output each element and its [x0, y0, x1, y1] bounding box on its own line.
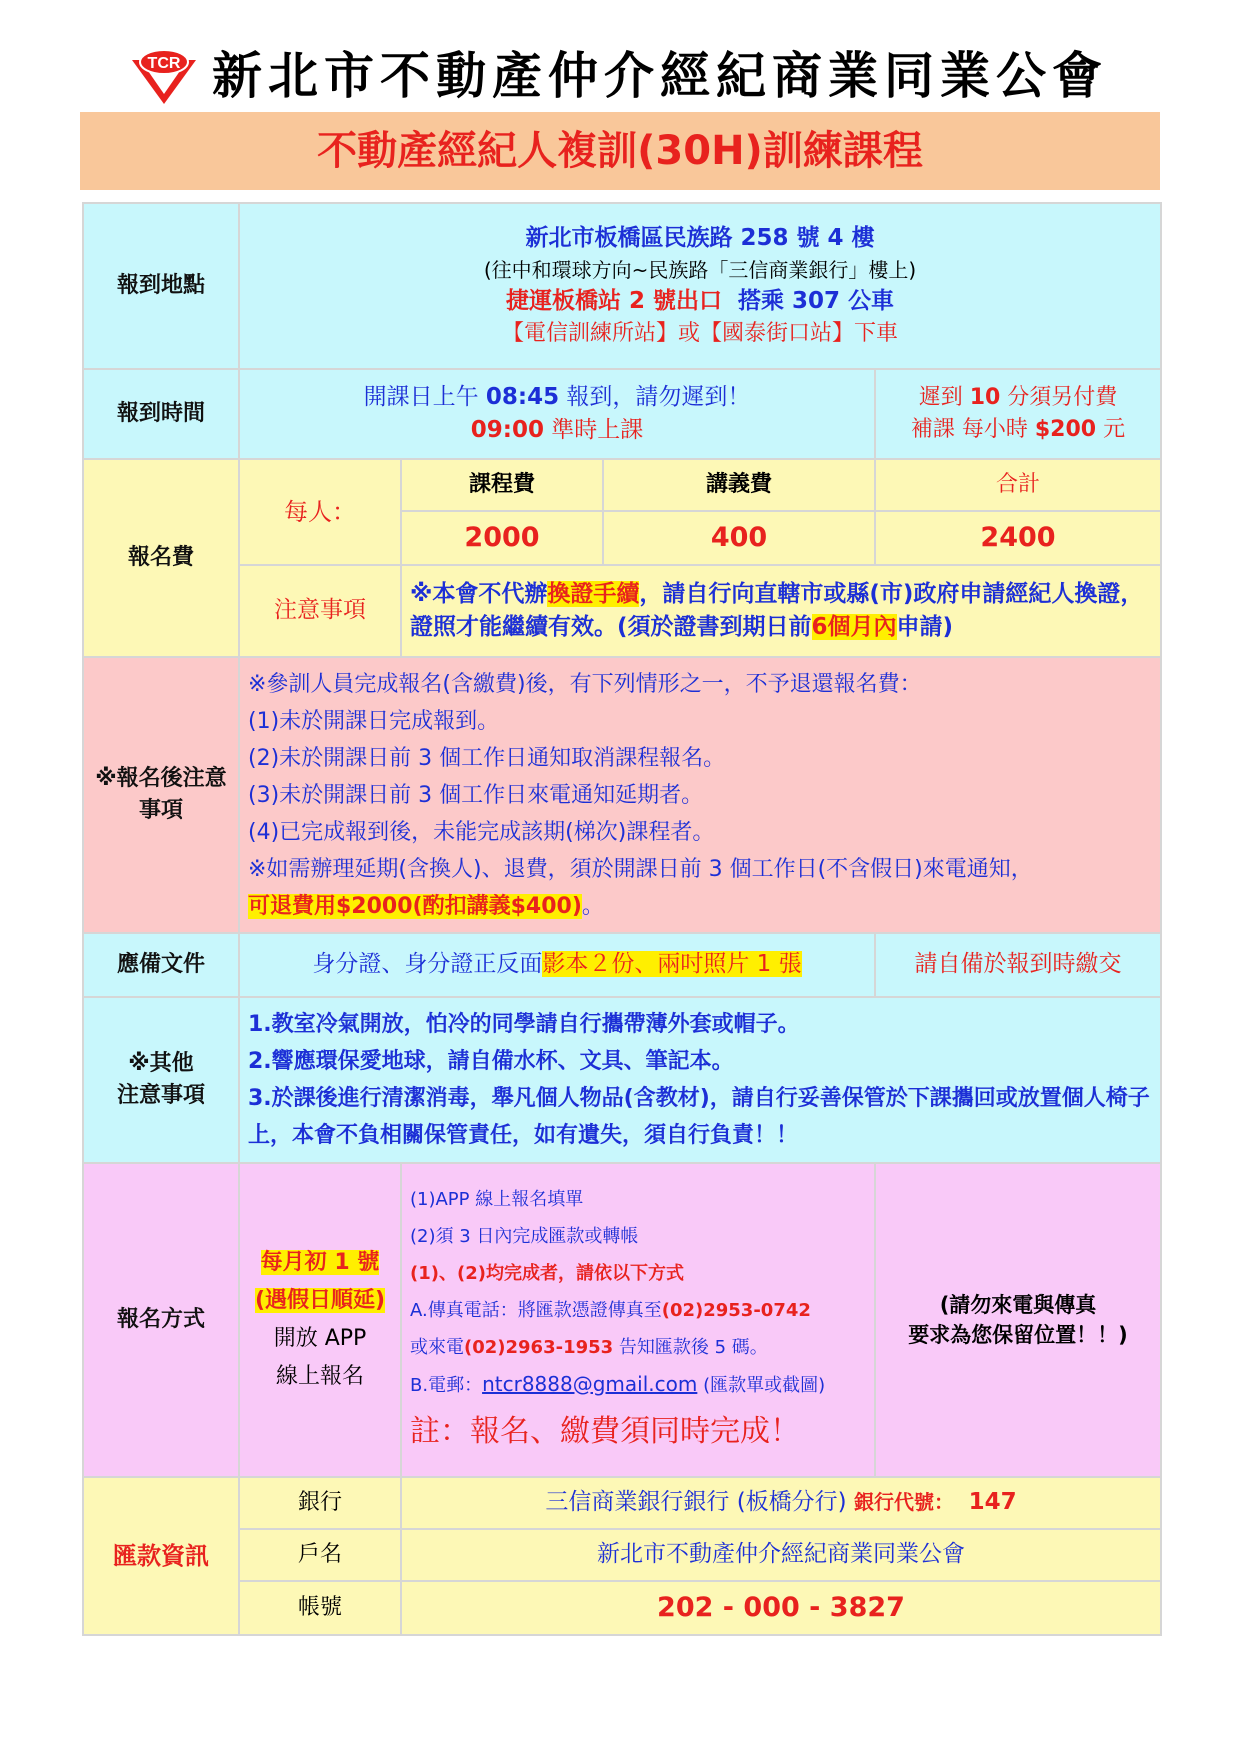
fee-notice: ※本會不代辦換證手續，請自行向直轄市或縣(市)政府申請經紀人換證，證照才能繼續有效。(須於證書到期日前6個月內申請) [401, 565, 1161, 657]
checkin-time: 開課日上午 08:45 報到，請勿遲到！ [363, 383, 751, 410]
phone-info: 或來電(02)2963-1953 告知匯款後 5 碼。 [410, 1336, 768, 1358]
email-info: B.電郵：ntcr8888@gmail.com (匯款單或截圖) [410, 1371, 826, 1396]
location-info [239, 203, 1161, 369]
fee-label: 報名費 [83, 459, 239, 657]
documents-note: 請自備於報到時繳交 [875, 933, 1161, 997]
refund-rules [239, 657, 1161, 933]
documents-required: 身分證、身分證正反面影本２份、兩吋照片 1 張 [239, 933, 875, 997]
mrt-exit: 捷運板橋站 2 號出口 [505, 287, 722, 314]
signup-open [239, 1163, 401, 1477]
location-label: 報到地點 [83, 203, 239, 369]
fee-notice-row [83, 565, 1161, 657]
bank-row [83, 1477, 1161, 1529]
bank-info: 三信商業銀行銀行 (板橋分行) 銀行代號： 147 [401, 1477, 1161, 1529]
per-person: 每人： [239, 459, 401, 565]
signup-row [83, 1163, 1161, 1477]
account-number: 202 - 000 - 3827 [401, 1581, 1161, 1635]
fee-course: 2000 [401, 511, 603, 565]
class-start: 09:00 準時上課 [470, 417, 644, 443]
refund-line: ※如需辦理延期(含換人)、退費，須於開課日前 3 個工作日(不含假日)來電通知， [248, 856, 1033, 882]
org-name: 新北市不動產仲介經紀商業同業公會 [212, 46, 1108, 105]
fee-header-handout: 講義費 [603, 459, 875, 511]
open-app: 開放 APP [273, 1326, 367, 1351]
checkin-info [239, 369, 875, 459]
fee-notice-label: 注意事項 [239, 565, 401, 657]
other-note-line: 2.響應環保愛地球，請自備水杯、文具、筆記本。 [248, 1049, 734, 1074]
signup-label: 報名方式 [83, 1163, 239, 1477]
holder-label: 戶名 [239, 1529, 401, 1581]
makeup-fee: 補課 每小時 $200 元 [910, 417, 1126, 442]
checkin-row [83, 369, 1161, 459]
step-2: (2)須 3 日內完成匯款或轉帳 [410, 1225, 639, 1247]
course-title-banner: 不動產經紀人複訓(30H)訓練課程 [80, 112, 1160, 190]
bus-stops: 【電信訓練所站】或【國泰街口站】下車 [501, 320, 898, 346]
direction: (往中和環球方向~民族路「三信商業銀行」樓上) [483, 257, 917, 282]
fax-info: A.傳真電話：將匯款憑證傳真至(02)2953-0742 [410, 1299, 811, 1321]
other-notes-row [83, 997, 1161, 1163]
remit-label: 匯款資訊 [83, 1477, 239, 1635]
address: 新北市板橋區民族路 258 號 4 樓 [525, 225, 875, 252]
refund-row [83, 657, 1161, 933]
refund-line: (3)未於開課日前 3 個工作日來電通知延期者。 [248, 782, 704, 808]
tcr-logo [128, 48, 200, 106]
online-signup: 線上報名 [275, 1364, 364, 1389]
checkin-label: 報到時間 [83, 369, 239, 459]
account-row [83, 1581, 1161, 1635]
signup-warning: 註：報名、繳費須同時完成！ [410, 1413, 800, 1449]
late-fee-info [875, 369, 1161, 459]
transit [248, 285, 1152, 318]
fee-total: 2400 [875, 511, 1161, 565]
account-holder: 新北市不動產仲介經紀商業同業公會 [401, 1529, 1161, 1581]
refund-line: (4)已完成報到後，未能完成該期(梯次)課程者。 [248, 819, 715, 845]
other-note-line: 3.於課後進行清潔消毒，舉凡個人物品(含教材)，請自行妥善保管於下課攜回或放置個人椅子上，本會不負相關保管責任，如有遺失，須自行負責！！ [248, 1086, 1150, 1148]
holder-row [83, 1529, 1161, 1581]
logo-text: TCR [147, 55, 181, 72]
location-row [83, 203, 1161, 369]
other-notes-label: ※其他 注意事項 [83, 997, 239, 1163]
fee-header-course: 課程費 [401, 459, 603, 511]
bus-line: 搭乘 307 公車 [738, 287, 895, 314]
other-notes [239, 997, 1161, 1163]
signup-steps [401, 1163, 875, 1477]
refund-line: (1)未於開課日完成報到。 [248, 708, 500, 734]
signup-right-note: (請勿來電與傳真 要求為您保留位置！！) [875, 1163, 1161, 1477]
documents-label: 應備文件 [83, 933, 239, 997]
step-3: (1)、(2)均完成者，請依以下方式 [410, 1262, 684, 1284]
late-fee: 遲到 10 分須另付費 [918, 385, 1118, 411]
refund-amount: 可退費用$2000(酌扣講義$400)。 [248, 893, 604, 919]
fee-header-total: 合計 [875, 459, 1161, 511]
holiday-note: (遇假日順延) [254, 1288, 386, 1313]
open-date: 每月初 1 號 [260, 1250, 380, 1275]
page-header [120, 42, 1120, 112]
bank-label: 銀行 [239, 1477, 401, 1529]
other-note-line: 1.教室冷氣開放，怕冷的同學請自行攜帶薄外套或帽子。 [248, 1012, 800, 1037]
fee-handout: 400 [603, 511, 875, 565]
documents-row [83, 933, 1161, 997]
refund-label: ※報名後注意 事項 [83, 657, 239, 933]
step-1: (1)APP 線上報名填單 [410, 1188, 584, 1210]
fee-header-row [83, 459, 1161, 511]
account-label: 帳號 [239, 1581, 401, 1635]
info-table [82, 202, 1162, 1636]
refund-line: (2)未於開課日前 3 個工作日通知取消課程報名。 [248, 745, 726, 771]
refund-line: ※參訓人員完成報名(含繳費)後，有下列情形之一，不予退還報名費： [248, 671, 922, 697]
email-link[interactable]: ntcr8888@gmail.com [482, 1371, 698, 1396]
